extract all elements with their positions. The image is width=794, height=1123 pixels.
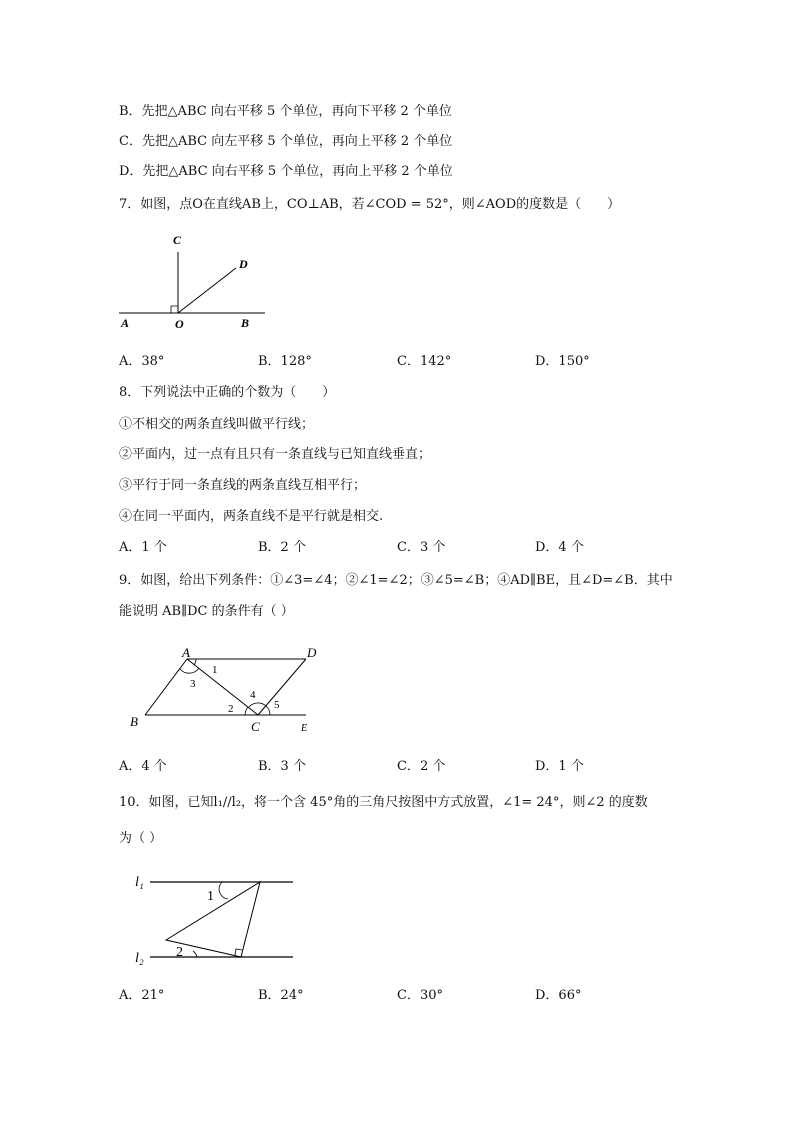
q7-option-b: B．128°	[258, 354, 312, 369]
q8-stem: 8．下列说法中正确的个数为（ ）	[119, 385, 336, 400]
q8-statement-4: ④在同一平面内，两条直线不是平行就是相交.	[119, 509, 384, 524]
label-l1: l₁	[135, 875, 144, 890]
q9-option-a: A．4 个	[119, 759, 167, 774]
q6-option-c: C．先把△ABC 向左平移 5 个单位，再向上平移 2 个单位	[119, 134, 453, 149]
q7-option-a: A．38°	[119, 354, 165, 369]
q8-statement-3: ③平行于同一条直线的两条直线互相平行；	[119, 478, 367, 493]
arc-angle-2	[193, 951, 197, 957]
q10-option-c: C．30°	[397, 988, 443, 1003]
label-l2: l₂	[135, 951, 144, 966]
q9-stem-line1: 9．如图，给出下列条件：①∠3=∠4；②∠1=∠2；③∠5=∠B；④AD∥BE，且∠D=∠B．其中	[119, 573, 673, 588]
q9-option-d: D．1 个	[535, 759, 584, 774]
q8-statement-1: ①不相交的两条直线叫做平行线；	[119, 417, 315, 432]
angle-label-3: 3	[190, 678, 196, 690]
q6-option-d: D．先把△ABC 向右平移 5 个单位，再向上平移 2 个单位	[119, 164, 453, 179]
angle-label-1: 1	[207, 889, 214, 904]
q8-option-c: C．3 个	[397, 540, 446, 555]
angle-label-5: 5	[274, 699, 280, 711]
q7-option-d: D．150°	[535, 354, 590, 369]
label-d: D	[307, 645, 317, 660]
label-d: D	[239, 257, 248, 271]
arc-angle-1	[219, 882, 228, 899]
angle-label-2: 2	[176, 945, 183, 960]
q10-stem-line2: 为（ ）	[119, 831, 163, 846]
q10-option-a: A．21°	[119, 988, 165, 1003]
q9-option-b: B．3 个	[258, 759, 306, 774]
label-c: C	[173, 233, 182, 247]
q9-option-c: C．2 个	[397, 759, 446, 774]
q8-option-a: A．1 个	[119, 540, 167, 555]
q8-option-b: B．2 个	[258, 540, 306, 555]
angle-label-4: 4	[250, 689, 256, 701]
label-a: A	[182, 645, 190, 660]
q10-option-b: B．24°	[258, 988, 304, 1003]
label-b: B	[130, 714, 138, 729]
angle-label-2: 2	[228, 703, 234, 715]
right-angle-mark	[235, 949, 242, 955]
q8-statement-2: ②平面内，过一点有且只有一条直线与已知直线垂直；	[119, 447, 432, 462]
label-b: B	[241, 316, 250, 330]
q7-option-c: C．142°	[397, 354, 452, 369]
angle-label-1: 1	[212, 664, 218, 676]
label-a: A	[121, 316, 130, 330]
label-o: O	[175, 317, 184, 331]
label-c: C	[251, 719, 260, 734]
q10-stem-line1: 10．如图，已知l₁//l₂，将一个含 45°角的三角尺按图中方式放置，∠1= 24°，则∠2 的度数	[119, 795, 648, 810]
q9-stem-line2: 能说明 AB∥DC 的条件有（ ）	[119, 604, 294, 619]
q7-stem: 7．如图，点O在直线AB上，CO⊥AB，若∠COD = 52°，则∠AOD的度数是（ ）	[119, 197, 621, 212]
q10-option-d: D．66°	[535, 988, 582, 1003]
q6-option-b: B．先把△ABC 向右平移 5 个单位，再向下平移 2 个单位	[119, 104, 452, 119]
q8-option-d: D．4 个	[535, 540, 584, 555]
label-e: E	[301, 723, 308, 734]
